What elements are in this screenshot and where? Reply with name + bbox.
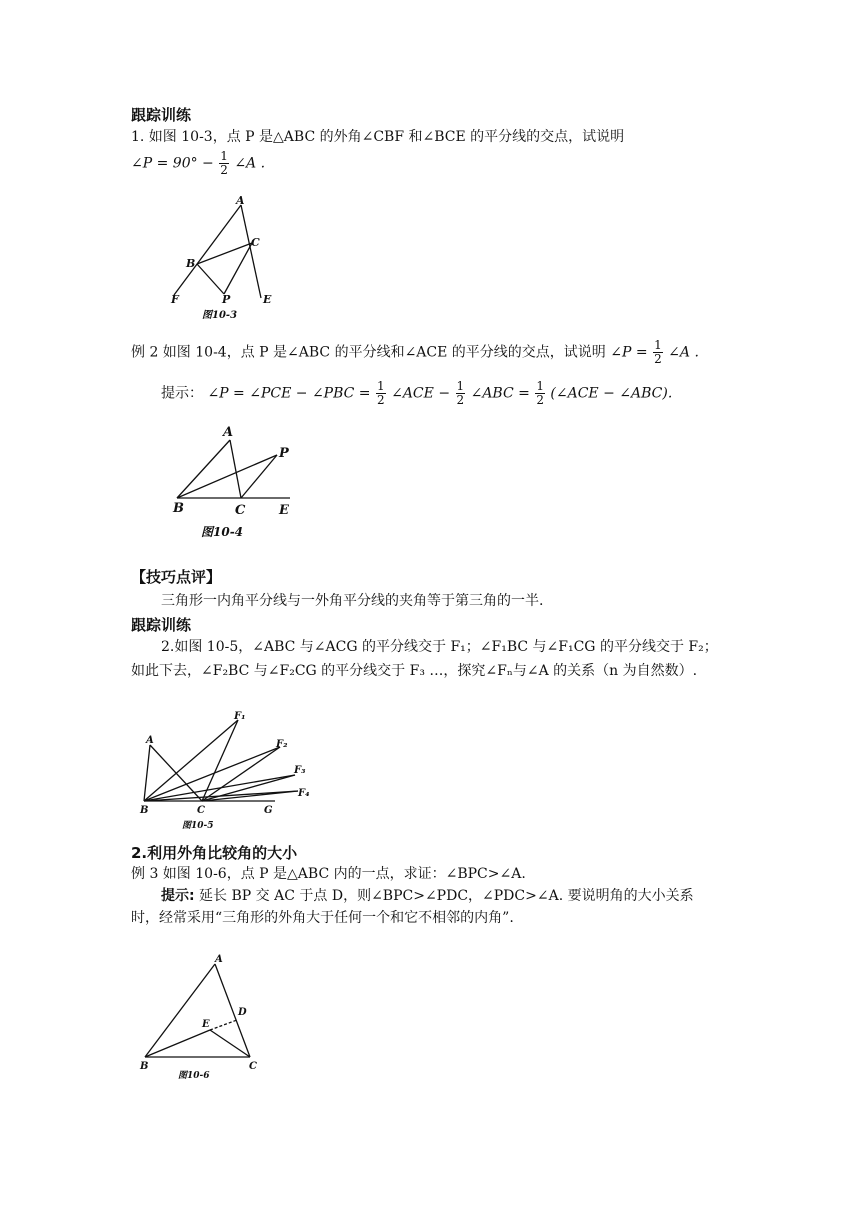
fraction-denominator: 2: [377, 393, 385, 407]
fraction-half: [376, 380, 386, 407]
fig2-label-B: B: [173, 501, 184, 516]
example-3-hint-line1: [161, 886, 694, 906]
fig1-label-E: E: [263, 293, 272, 306]
hint-part4: (∠ACE − ∠ABC).: [550, 385, 673, 402]
fraction-numerator: 1: [456, 379, 465, 393]
fraction-numerator: 1: [220, 149, 228, 163]
exercise-2-line2: 如此下去，∠F₂BC 与∠F₂CG 的平分线交于 F₃ …，探究∠Fₙ与∠A 的关系（n 为自然数）.: [131, 663, 698, 679]
fig3-label-F4: F₄: [298, 788, 310, 799]
fig1-label-C: C: [251, 236, 260, 249]
fraction-half: [535, 380, 545, 407]
hint-text: 延长 BP 交 AC 于点 D，则∠BPC>∠PDC，∠PDC>∠A. 要说明角的大小关系: [194, 888, 694, 904]
exercise-1-formula: [131, 150, 265, 177]
fig4-label-B: B: [140, 1061, 149, 1072]
fraction-numerator: 1: [377, 379, 385, 393]
example-2-text: 例 2 如图 10-4，点 P 是∠ABC 的平分线和∠ACE 的平分线的交点，试说明: [131, 344, 606, 361]
section-heading-exterior-angle: 2.利用外角比较角的大小: [131, 844, 298, 862]
fig1-label-P: P: [222, 293, 231, 306]
fig1-label-A: A: [236, 194, 245, 207]
fig3-line-BA: [144, 745, 150, 801]
exercise-1-line1: 1. 如图 10-3，点 P 是△ABC 的外角∠CBF 和∠BCE 的平分线的交点，试说明: [131, 129, 625, 145]
fraction-half: [456, 380, 466, 407]
example-3-hint-line2: 时，经常采用“三角形的外角大于任何一个和它不相邻的内角”.: [131, 910, 514, 926]
fraction-denominator: 2: [220, 163, 228, 177]
fig3-label-F3: F₃: [294, 765, 306, 776]
section-heading-tracking-2: 跟踪训练: [131, 616, 192, 634]
example-2-formula-right: ∠A .: [668, 344, 699, 361]
fig1-label-F: F: [171, 293, 179, 306]
figure-10-5: [130, 705, 330, 835]
hint-part2: ∠ACE −: [391, 385, 451, 402]
fraction-denominator: 2: [654, 352, 662, 366]
fig2-label-A: A: [223, 425, 234, 440]
fig2-caption: 图10-4: [201, 525, 244, 539]
fig2-line-AC: [230, 440, 241, 498]
formula-left: ∠P = 90° −: [131, 155, 214, 172]
fig4-line-EC: [210, 1030, 250, 1057]
fraction-numerator: 1: [536, 379, 544, 393]
fraction-half: [219, 150, 229, 177]
fig4-label-A: A: [215, 954, 223, 965]
fig2-line-CP: [241, 455, 277, 498]
fraction-half: [653, 339, 663, 366]
fig4-label-C: C: [249, 1061, 257, 1072]
fig3-caption: 图10-5: [182, 821, 214, 831]
fig3-label-F2: F₂: [276, 739, 288, 750]
example-3-statement: 例 3 如图 10-6，点 P 是△ABC 内的一点，求证：∠BPC>∠A.: [131, 866, 526, 882]
fig3-line-BF3: [144, 775, 295, 801]
fig2-line-BA: [177, 440, 230, 498]
fraction-numerator: 1: [654, 338, 662, 352]
hint-part1: ∠P = ∠PCE − ∠PBC =: [207, 385, 371, 402]
fig3-label-B: B: [140, 805, 149, 816]
figure-10-6: [130, 950, 270, 1085]
figure-10-4: [165, 420, 305, 545]
fig1-line-BP: [197, 264, 224, 294]
section-heading-tracking-1: 跟踪训练: [131, 106, 192, 124]
fig4-label-D: D: [238, 1007, 247, 1018]
fig2-label-P: P: [279, 446, 289, 461]
fraction-denominator: 2: [536, 393, 544, 407]
hint-label: 提示:: [161, 888, 195, 904]
figure-10-3: [160, 190, 290, 325]
fig2-label-C: C: [235, 503, 246, 518]
skill-comment-heading: 【技巧点评】: [131, 568, 222, 586]
example-2-hint: [161, 380, 672, 407]
fig2-label-E: E: [279, 503, 289, 518]
fig3-label-C: C: [197, 805, 205, 816]
formula-right: ∠A .: [234, 155, 266, 172]
skill-comment-text: 三角形一内角平分线与一外角平分线的夹角等于第三角的一半.: [161, 593, 544, 609]
fig3-label-A: A: [146, 735, 154, 746]
fig1-line-AE: [241, 205, 261, 298]
fig4-label-E: E: [202, 1019, 210, 1030]
exercise-2-line1: 2.如图 10-5，∠ABC 与∠ACG 的平分线交于 F₁；∠F₁BC 与∠F₁CG 的平分线交于 F₂；: [161, 639, 718, 655]
hint-part3: ∠ABC =: [470, 385, 530, 402]
fraction-denominator: 2: [456, 393, 465, 407]
fig3-label-G: G: [264, 805, 273, 816]
hint-label: 提示：: [161, 385, 203, 402]
fig1-caption: 图10-3: [202, 310, 238, 321]
fig1-label-B: B: [186, 257, 196, 270]
example-2-formula-left: ∠P =: [610, 344, 648, 361]
example-2-statement: [131, 339, 699, 366]
fig4-line-ED-dashed: [210, 1020, 237, 1030]
fig1-line-CP: [224, 243, 252, 294]
fig4-caption: 图10-6: [178, 1071, 210, 1081]
fig2-line-BP: [177, 455, 277, 498]
fig3-label-F1: F₁: [234, 711, 246, 722]
